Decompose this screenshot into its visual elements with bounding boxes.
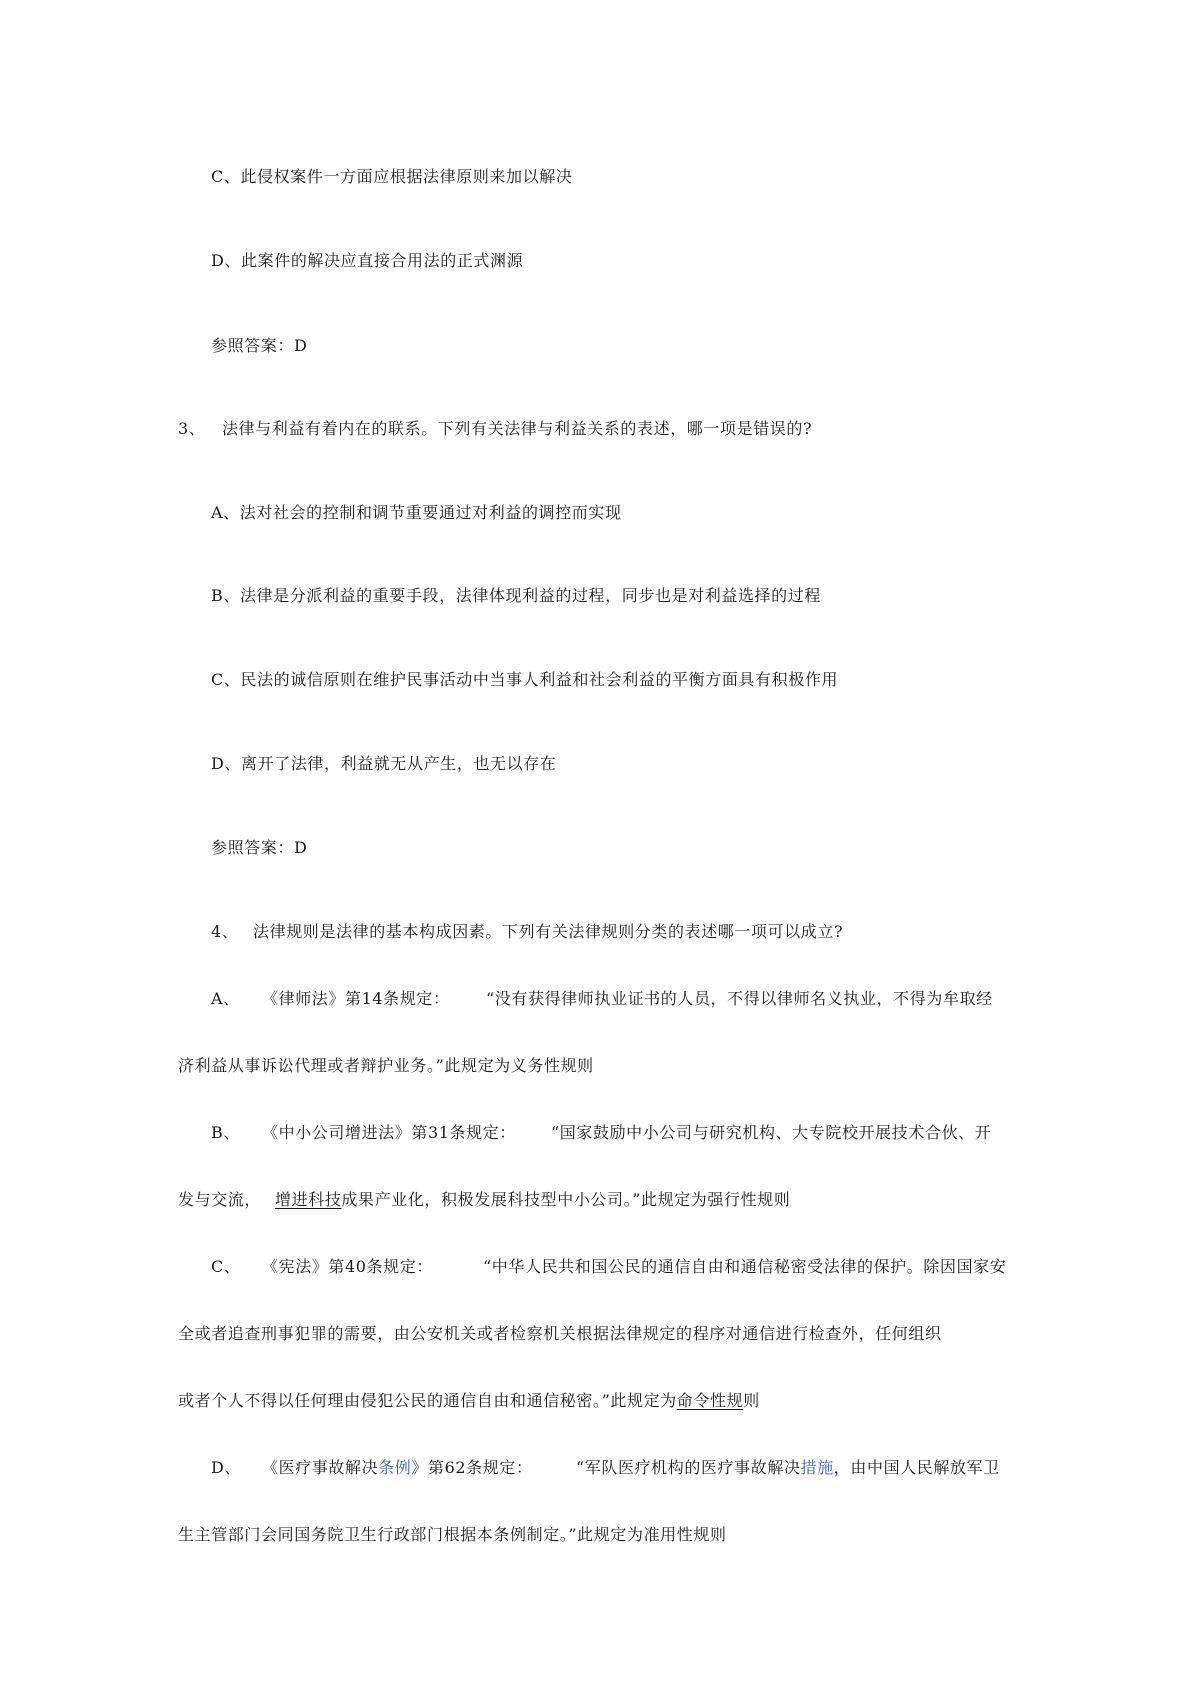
q4-option-d-quote-line-2: 生主管部门会同国务院卫生行政部门根据本条例制定。”此规定为准用性规则 [178,1525,727,1544]
q4-option-c-cite: 《宪法》第40条规定： [262,1257,433,1276]
q4-option-d-cite-end: 》第62条规定： [411,1458,533,1477]
q4-option-c-label: C、 [211,1257,241,1276]
q3-option-c: C、民法的诚信原则在维护民事活动中当事人利益和社会利益的平衡方面具有积极作用 [211,670,839,689]
q2-option-c: C、此侵权案件一方面应根据法律原则来加以解决 [211,167,573,186]
q4-option-d-label: D、 [211,1458,242,1477]
q2-option-d: D、此案件的解决应直接合用法的正式渊源 [211,251,524,270]
link-tiaoli[interactable]: 条例 [378,1458,412,1477]
q4-option-c-quote-start: 或者个人不得以任何理由侵犯公民的通信自由和通信秘密。”此规定为 [178,1391,677,1410]
q2-answer: 参照答案：D [211,336,308,355]
q4-option-c-quote-line-2: 全或者追查刑事犯罪的需要，由公安机关或者检察机关根据法律规定的程序对通信进行检查外，任何组织 [178,1324,942,1343]
q4-option-b-quote-line-1: “国家鼓励中小公司与研究机构、大专院校开展技术合伙、开 [551,1123,992,1142]
q4-option-d-quote-line-1 [576,1457,1000,1479]
link-cuoshi[interactable]: 措施 [800,1458,834,1477]
q4-option-a-quote-line-1: “没有获得律师执业证书的人员，不得以律师名义执业，不得为牟取经 [486,989,993,1008]
q3-answer: 参照答案：D [211,838,308,857]
q4-option-d-cite [262,1457,533,1479]
q4-number: 4、 [211,922,239,941]
link-mingling-xing-gui[interactable]: 命令性规 [676,1391,744,1410]
q4-option-c-quote-line-1: “中华人民共和国公民的通信自由和通信秘密受法律的保护。除因国家安 [483,1257,1007,1276]
q4-option-c-quote-line-3 [178,1390,760,1412]
q4-option-b-quote-end: 成果产业化，积极发展科技型中小公司。”此规定为强行性规则 [341,1190,791,1209]
link-zengjin-keji[interactable]: 增进科技 [275,1190,342,1209]
q4-option-b-cite: 《中小公司增进法》第31条规定： [262,1123,516,1142]
q3-stem: 法律与利益有着内在的联系。下列有关法律与利益关系的表述，哪一项是错误的? [222,419,813,438]
q3-option-a: A、法对社会的控制和调节重要通过对利益的调控而实现 [211,503,622,522]
q3-number: 3、 [178,419,206,438]
q4-stem: 法律规则是法律的基本构成因素。下列有关法律规则分类的表述哪一项可以成立? [253,922,844,941]
q3-option-d: D、离开了法律，利益就无从产生，也无以存在 [211,754,557,773]
q4-option-a-label: A、 [211,989,240,1008]
q4-option-b-label: B、 [211,1123,240,1142]
q4-option-c-quote-end: 则 [743,1391,760,1410]
q4-option-b-quote-line-2 [178,1189,790,1211]
q4-option-b-quote-start: 发与交流， [178,1190,262,1209]
q4-option-d-cite-start: 《医疗事故解决 [262,1458,379,1477]
q4-option-d-quote-start: “军队医疗机构的医疗事故解决 [576,1458,801,1477]
q4-option-a-quote-line-2: 济利益从事诉讼代理或者辩护业务。”此规定为义务性规则 [178,1056,594,1075]
q4-option-d-quote-end: ，由中国人民解放军卫 [833,1458,1000,1477]
q4-option-a-cite: 《律师法》第14条规定： [262,989,450,1008]
q3-option-b: B、法律是分派利益的重要手段，法律体现利益的过程，同步也是对利益选择的过程 [211,586,821,605]
